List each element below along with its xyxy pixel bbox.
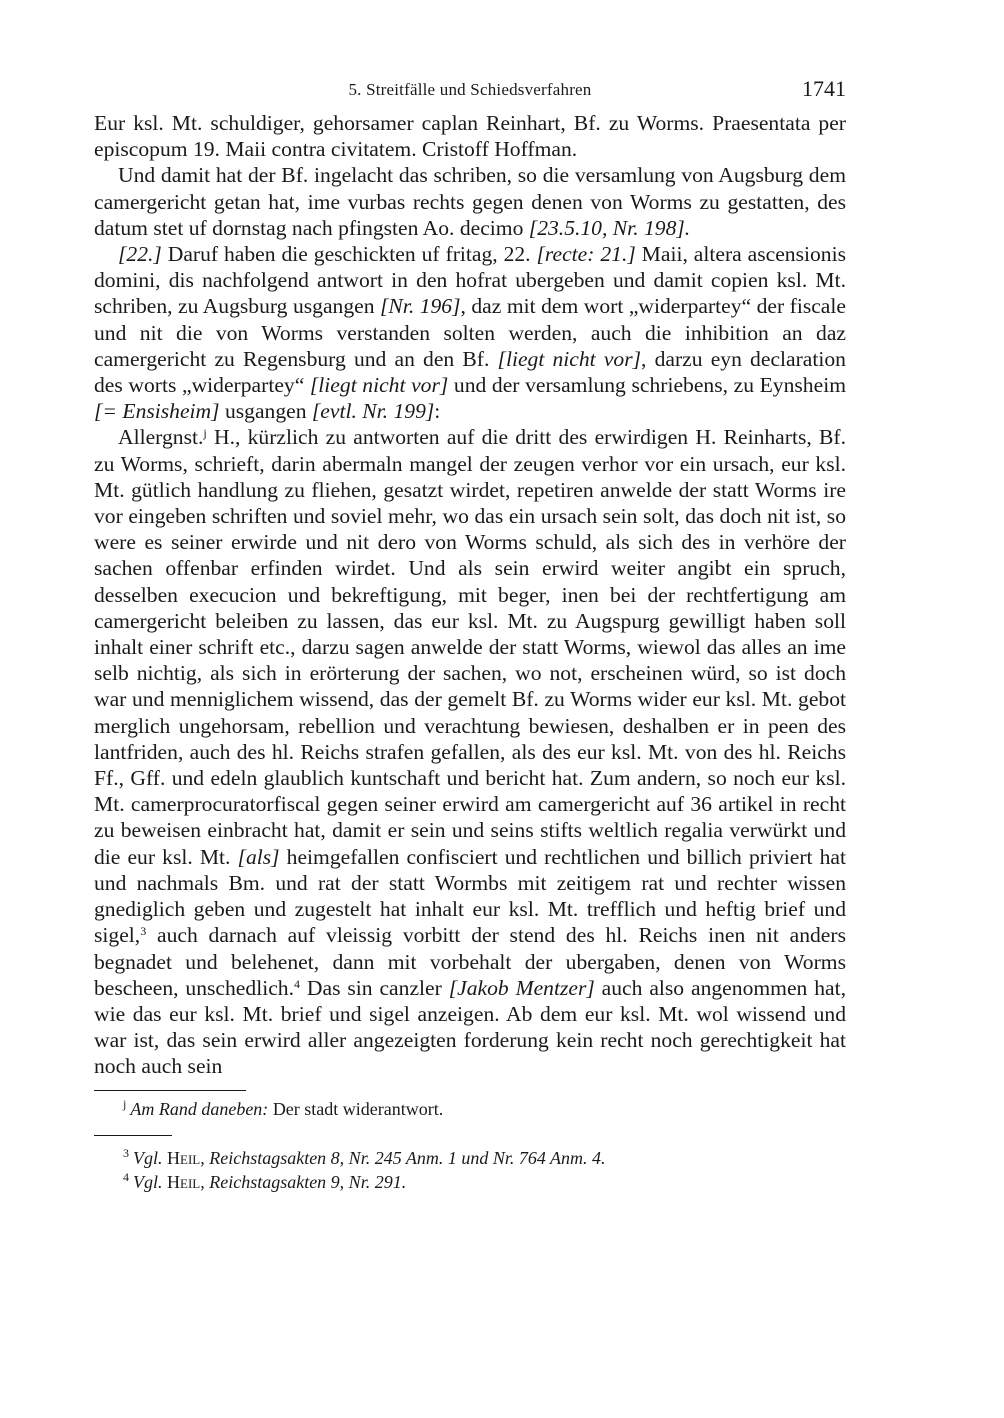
paragraph [94, 162, 846, 241]
footnote-4 [94, 1170, 846, 1194]
document-page [94, 76, 846, 1194]
footnote-3 [94, 1146, 846, 1170]
editorial-note: [Jakob Mentzer] [448, 975, 595, 1000]
footnote-vgl: Vgl. [133, 1171, 163, 1192]
text-run: H., kürzlich zu antworten auf die dritt des erwirdigen H. Reinharts, Bf. zu Worms, schrieft, darin abermaln mangel der zeugen verhor vor ein ursach, eur ksl. Mt. gütlich handlung zu fliehen, gesatzt wirdet, repetiren anwelde der statt Worms ire vor eingeben schriften und soviel mehr, wo das ein ursach sein solt, das doch nit ist, so were es seiner erwirde und nit dero von Worms schuld, als sich des in verhöre der sachen offenbar erfinden wirdet. Und als sein erwird weiter angibt ein spruch, desselben execucion und bekreftigung, mit beger, inen bei der rechtfertigung am camergericht beleiben zu lassen, das eur ksl. Mt. zu Augspurg gewilligt haben soll inhalt einer schrift etc., darzu sagen anwelde der statt Worms, wiewol das alles an ime selb nichtig, als sich in erörterung der sachen, wo not, erscheinen würd, so ist doch war und menniglichem wissend, das der gemelt Bf. zu Worms wider eur ksl. Mt. gebot merglich ungehorsam, rebellion und verachtung bewiesen, deshalben er in peen des lantfriden, auch des hl. Reichs strafen gefallen, als des eur ksl. Mt. von des hl. Reichs Ff., Gff. und edeln glaublich kuntschaft und bericht hat. Zum andern, so noch eur ksl. Mt. camerprocuratorfiscal gegen seiner erwird am camergericht auf 36 artikel in recht zu beweisen einbracht hat, damit er sein und seins stifts weltlich regalia verwürkt und die eur ksl. Mt. [94, 425, 846, 869]
editorial-note: [evtl. Nr. 199] [311, 399, 435, 424]
editorial-note: [liegt nicht vor] [309, 373, 449, 398]
paragraph [94, 110, 846, 162]
text-run: Maii, altera ascensionis domini, dis nachfolgend antwort in den hofrat ubergeben und damit copien ksl. Mt. schriben, zu Augsburg usgangen [94, 242, 846, 319]
footnote-text: Der stadt widerantwort. [272, 1098, 444, 1119]
text-run: Das sin canzler [299, 975, 449, 1000]
editorial-note: [liegt nicht vor] [497, 346, 642, 371]
text-run: heimgefallen confisciert und rechtlichen und billich priviert hat und nachmals Bm. und rat der statt Wormbs mit zeitigem rat und rechter wissen gnediglich geben und zugestelt hat inhalt eur ksl. Mt. trefflich und heftig brief und sigel, [94, 844, 846, 948]
text-run: , daz mit dem wort „widerpartey“ der fiscale und nit die von Worms verstanden solten werden, auch die inhibition an daz camergericht zu Regensburg und an den Bf. [94, 294, 846, 371]
editorial-note: [22.] [118, 242, 162, 267]
text-run: und der versamlung schriebens, zu Eynsheim [448, 373, 846, 398]
text-run: Allergnst. [118, 425, 204, 450]
footnote-mark: j [123, 1096, 127, 1111]
footnote-ref: 3 [140, 924, 147, 939]
text-run: auch darnach auf vleissig vorbitt der stend des hl. Reichs inen nit anders begnadet und belehenet, dann mit vorbehalt der ubergaben, denen von Worms bescheen, unschedlich. [94, 923, 846, 1000]
paragraph [94, 241, 846, 424]
text-run: Daruf haben die geschickten uf fritag, 22. [161, 242, 537, 267]
text-run: usgangen [219, 399, 312, 424]
main-text [94, 110, 846, 1080]
footnote-vgl: Vgl. [133, 1147, 163, 1168]
footnote-title: , Reichstagsakten 8, Nr. 245 Anm. 1 und Nr. 764 Anm. 4. [200, 1147, 606, 1168]
footnote-mark: 4 [123, 1169, 129, 1184]
editorial-note: [= Ensisheim] [94, 399, 220, 424]
text-run: auch also angenommen hat, wie das eur ksl. Mt. brief und sigel anzeigen. Ab dem eur ksl. Mt. wol wissend und war ist, das sein erwird aller angezeigten forderung kein recht noch gerechtigkeit hat noch auch sein [94, 975, 847, 1079]
footnote-j [94, 1097, 846, 1121]
running-head-title: 5. Streitfälle und Schiedsverfahren [348, 80, 592, 99]
footnote-ref: 4 [293, 976, 300, 991]
footnote-author: Heil [167, 1147, 201, 1168]
paragraph [94, 424, 846, 1079]
footnote-mark: 3 [123, 1145, 129, 1160]
page-number: 1741 [802, 76, 846, 101]
footnote-title: , Reichstagsakten 9, Nr. 291. [200, 1171, 407, 1192]
text-run: , darzu eyn declaration des worts „widerpartey“ [94, 346, 846, 398]
editorial-note: [als] [237, 844, 280, 869]
editorial-note: [recte: 21.] [536, 242, 636, 267]
text-run: : [434, 399, 441, 424]
footnote-label: Am Rand daneben: [130, 1098, 269, 1119]
text-run: Eur ksl. Mt. schuldiger, gehorsamer caplan Reinhart, Bf. zu Worms. Praesentata per episcopum 19. Maii contra civitatem. Cristoff Hoffman. [94, 111, 846, 162]
editorial-note: [23.5.10, Nr. 198]. [528, 215, 691, 240]
running-head [94, 76, 846, 110]
footnote-divider [94, 1135, 172, 1136]
footnote-author: Heil [167, 1171, 201, 1192]
editorial-note: [Nr. 196] [380, 294, 461, 319]
footnote-divider [94, 1090, 246, 1091]
footnote-ref: j [203, 426, 207, 441]
text-run: Und damit hat der Bf. ingelacht das schriben, so die versamlung von Augsburg dem camergericht getan hat, ime vurbas rechts gegen denen von Worms zu gestatten, des datum stet uf dornstag nach pfingsten Ao. decimo [94, 163, 846, 240]
